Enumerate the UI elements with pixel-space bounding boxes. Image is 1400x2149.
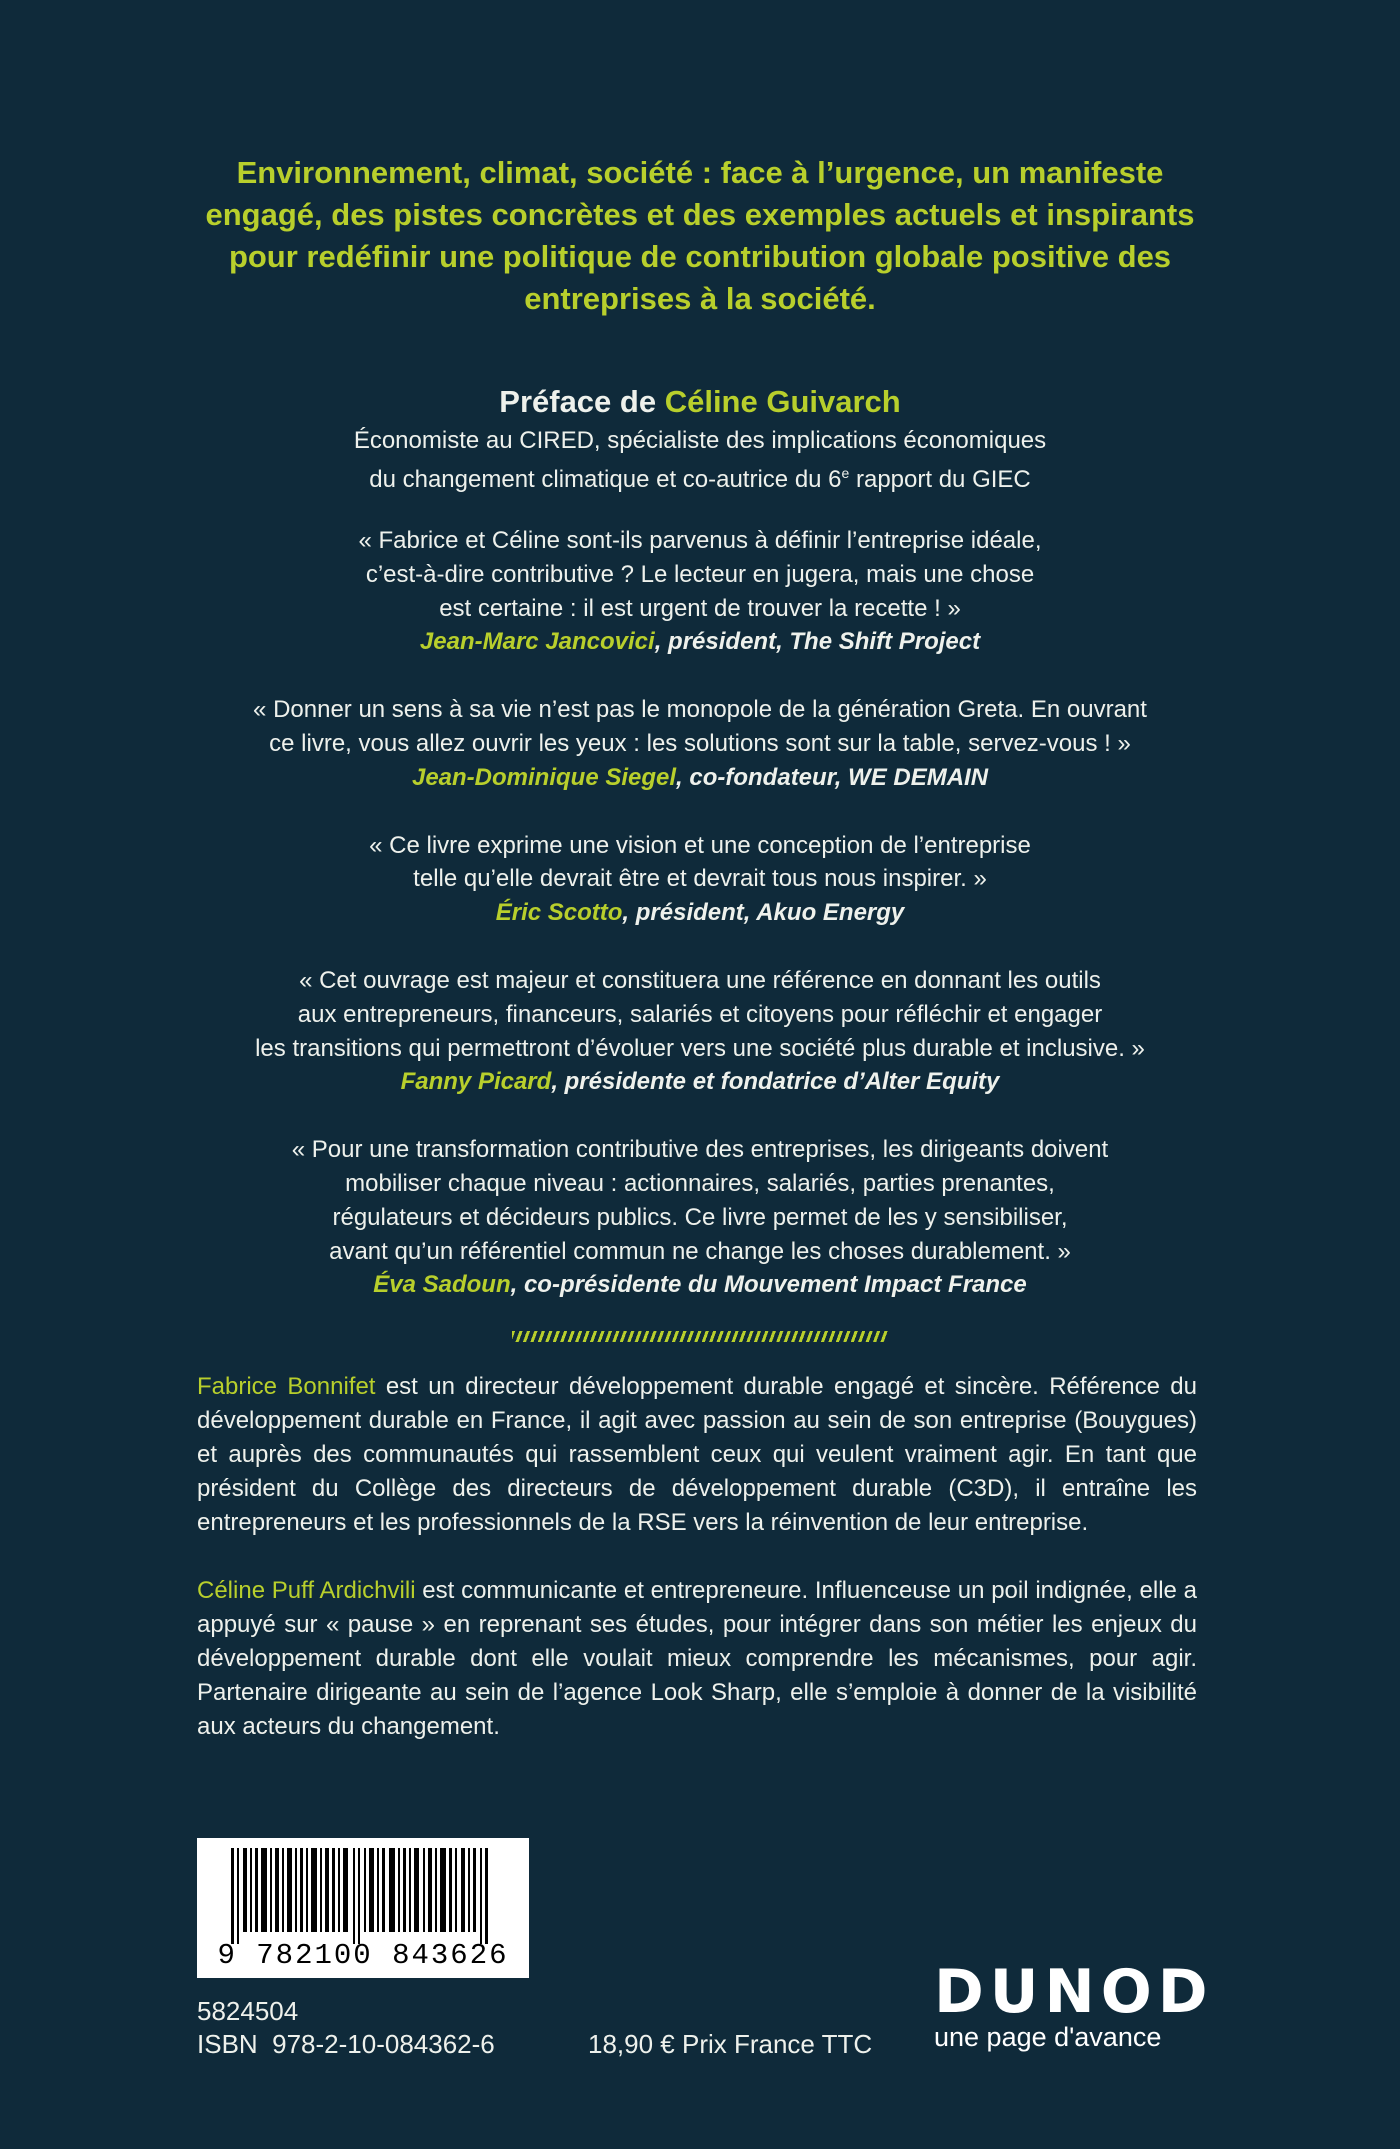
quote-attribution <box>150 761 1250 795</box>
quote-line: « Donner un sens à sa vie n’est pas le monopole de la génération Greta. En ouvrant <box>253 696 1147 724</box>
preface-desc-text: rapport du GIEC <box>849 466 1031 493</box>
isbn-barcode <box>197 1838 529 1978</box>
quote-line: mobiliser chaque niveau : actionnaires, salariés, parties prenantes, <box>345 1169 1055 1197</box>
hook-line: pour redéfinir une politique de contribution globale positive des <box>228 239 1172 274</box>
quote-line: aux entrepreneurs, financeurs, salariés et citoyens pour réfléchir et engager <box>297 1000 1103 1028</box>
quote-attribution <box>150 896 1250 930</box>
hook-line: entreprises à la société. <box>524 281 876 316</box>
quote-line: « Pour une transformation contributive des entreprises, les dirigeants doivent <box>291 1136 1109 1164</box>
bio-text: est un directeur développement durable engagé et sincère. Référence du développement durable en France, il agit avec passion au sein de son entreprise (Bouygues) et auprès des communautés qui rassemblent ceux qui veulent vraiment agir. En tant que président du Collège des directeurs de développement durable (C3D), il entraîne les entrepreneurs et les professionnels de la RSE vers la réinvention de leur entreprise. <box>197 1373 1197 1536</box>
quote-attribution <box>150 625 1250 659</box>
preface-description <box>200 424 1200 496</box>
endorsements <box>150 524 1250 1336</box>
bio-author-name: Céline Puff Ardichvili <box>197 1577 416 1604</box>
quote-author: Jean-Dominique Siegel <box>411 763 677 791</box>
publisher-logo <box>934 1957 1214 2052</box>
isbn-number: ISBN 978-2-10-084362-6 <box>197 2029 495 2059</box>
publisher-tagline: une page d'avance <box>934 2022 1162 2052</box>
preface-block <box>200 382 1200 496</box>
endorsement-quote <box>150 693 1250 794</box>
preface-prefix: Préface de <box>499 384 665 419</box>
quote-line: régulateurs et décideurs publics. Ce livre permet de les y sensibiliser, <box>332 1203 1068 1231</box>
preface-desc-sup: e <box>841 465 850 481</box>
author-bio <box>197 1574 1197 1744</box>
product-code: 5824504 <box>197 1996 299 2026</box>
quote-attribution <box>150 1268 1250 1302</box>
quote-line: avant qu’un référentiel commun ne change les choses durablement. » <box>329 1237 1071 1265</box>
hook-line: engagé, des pistes concrètes et des exemples actuels et inspirants <box>205 197 1195 232</box>
publisher-wordmark: DUNOD <box>934 1957 1214 2027</box>
quote-role: , présidente et fondatrice d’Alter Equity <box>551 1068 1000 1096</box>
quote-role: , co-présidente du Mouvement Impact France <box>510 1271 1027 1299</box>
author-bios <box>197 1370 1197 1778</box>
quote-role: , président, The Shift Project <box>654 628 981 656</box>
quote-author: Éric Scotto <box>495 899 623 927</box>
quote-author: Éva Sadoun <box>373 1271 511 1299</box>
barcode-bars <box>197 1838 529 1944</box>
quote-attribution <box>150 1065 1250 1099</box>
quote-line: « Ce livre exprime une vision et une conception de l’entreprise <box>369 831 1031 859</box>
quote-line: ce livre, vous allez ouvrir les yeux : les solutions sont sur la table, servez-vous ! » <box>269 729 1131 757</box>
quote-line: c’est-à-dire contributive ? Le lecteur en jugera, mais une chose <box>365 560 1035 588</box>
quote-line: « Fabrice et Céline sont-ils parvenus à définir l’entreprise idéale, <box>358 527 1042 554</box>
endorsement-quote <box>150 524 1250 659</box>
endorsement-quote <box>150 829 1250 930</box>
quote-author: Fanny Picard <box>400 1068 552 1096</box>
barcode-digits: 9 782100 843626 <box>217 1939 509 1972</box>
hook-paragraph <box>200 152 1200 320</box>
preface-title <box>200 382 1200 422</box>
author-bio <box>197 1370 1197 1540</box>
quote-line: « Cet ouvrage est majeur et constituera une référence en donnant les outils <box>299 966 1101 994</box>
quote-role: , président, Akuo Energy <box>622 899 905 927</box>
preface-desc-line: Économiste au CIRED, spécialiste des implications économiques <box>353 427 1047 454</box>
quote-line: telle qu’elle devrait être et devrait tous nous inspirer. » <box>413 865 987 893</box>
product-codes <box>197 1995 495 2061</box>
price-label: 18,90 € Prix France TTC <box>588 2029 873 2059</box>
quote-line: est certaine : il est urgent de trouver la recette ! » <box>439 594 961 622</box>
bio-author-name: Fabrice Bonnifet <box>197 1373 376 1400</box>
preface-desc-line <box>200 457 1200 496</box>
bio-text: est communicante et entrepreneure. Influenceuse un poil indignée, elle a appuyé sur « pause » en reprenant ses études, pour intégrer dans son métier les enjeux du développement durable dont elle voulait mieux comprendre les mécanismes, pour agir. Partenaire dirigeante au sein de l’agence Look Sharp, elle s’emploie à donner de la visibilité aux acteurs du changement. <box>197 1577 1197 1740</box>
quote-author: Jean-Marc Jancovici <box>419 628 655 656</box>
quote-line: les transitions qui permettront d’évoluer vers une société plus durable et inclusive. » <box>255 1034 1145 1062</box>
hook-line: Environnement, climat, société : face à l’urgence, un manifeste <box>236 155 1164 190</box>
quote-role: , co-fondateur, WE DEMAIN <box>676 763 989 791</box>
preface-author-name: Céline Guivarch <box>664 384 901 419</box>
endorsement-quote <box>150 964 1250 1099</box>
endorsement-quote <box>150 1133 1250 1302</box>
preface-desc-text: du changement climatique et co-autrice du 6 <box>369 466 842 493</box>
hatched-divider <box>512 1331 888 1342</box>
